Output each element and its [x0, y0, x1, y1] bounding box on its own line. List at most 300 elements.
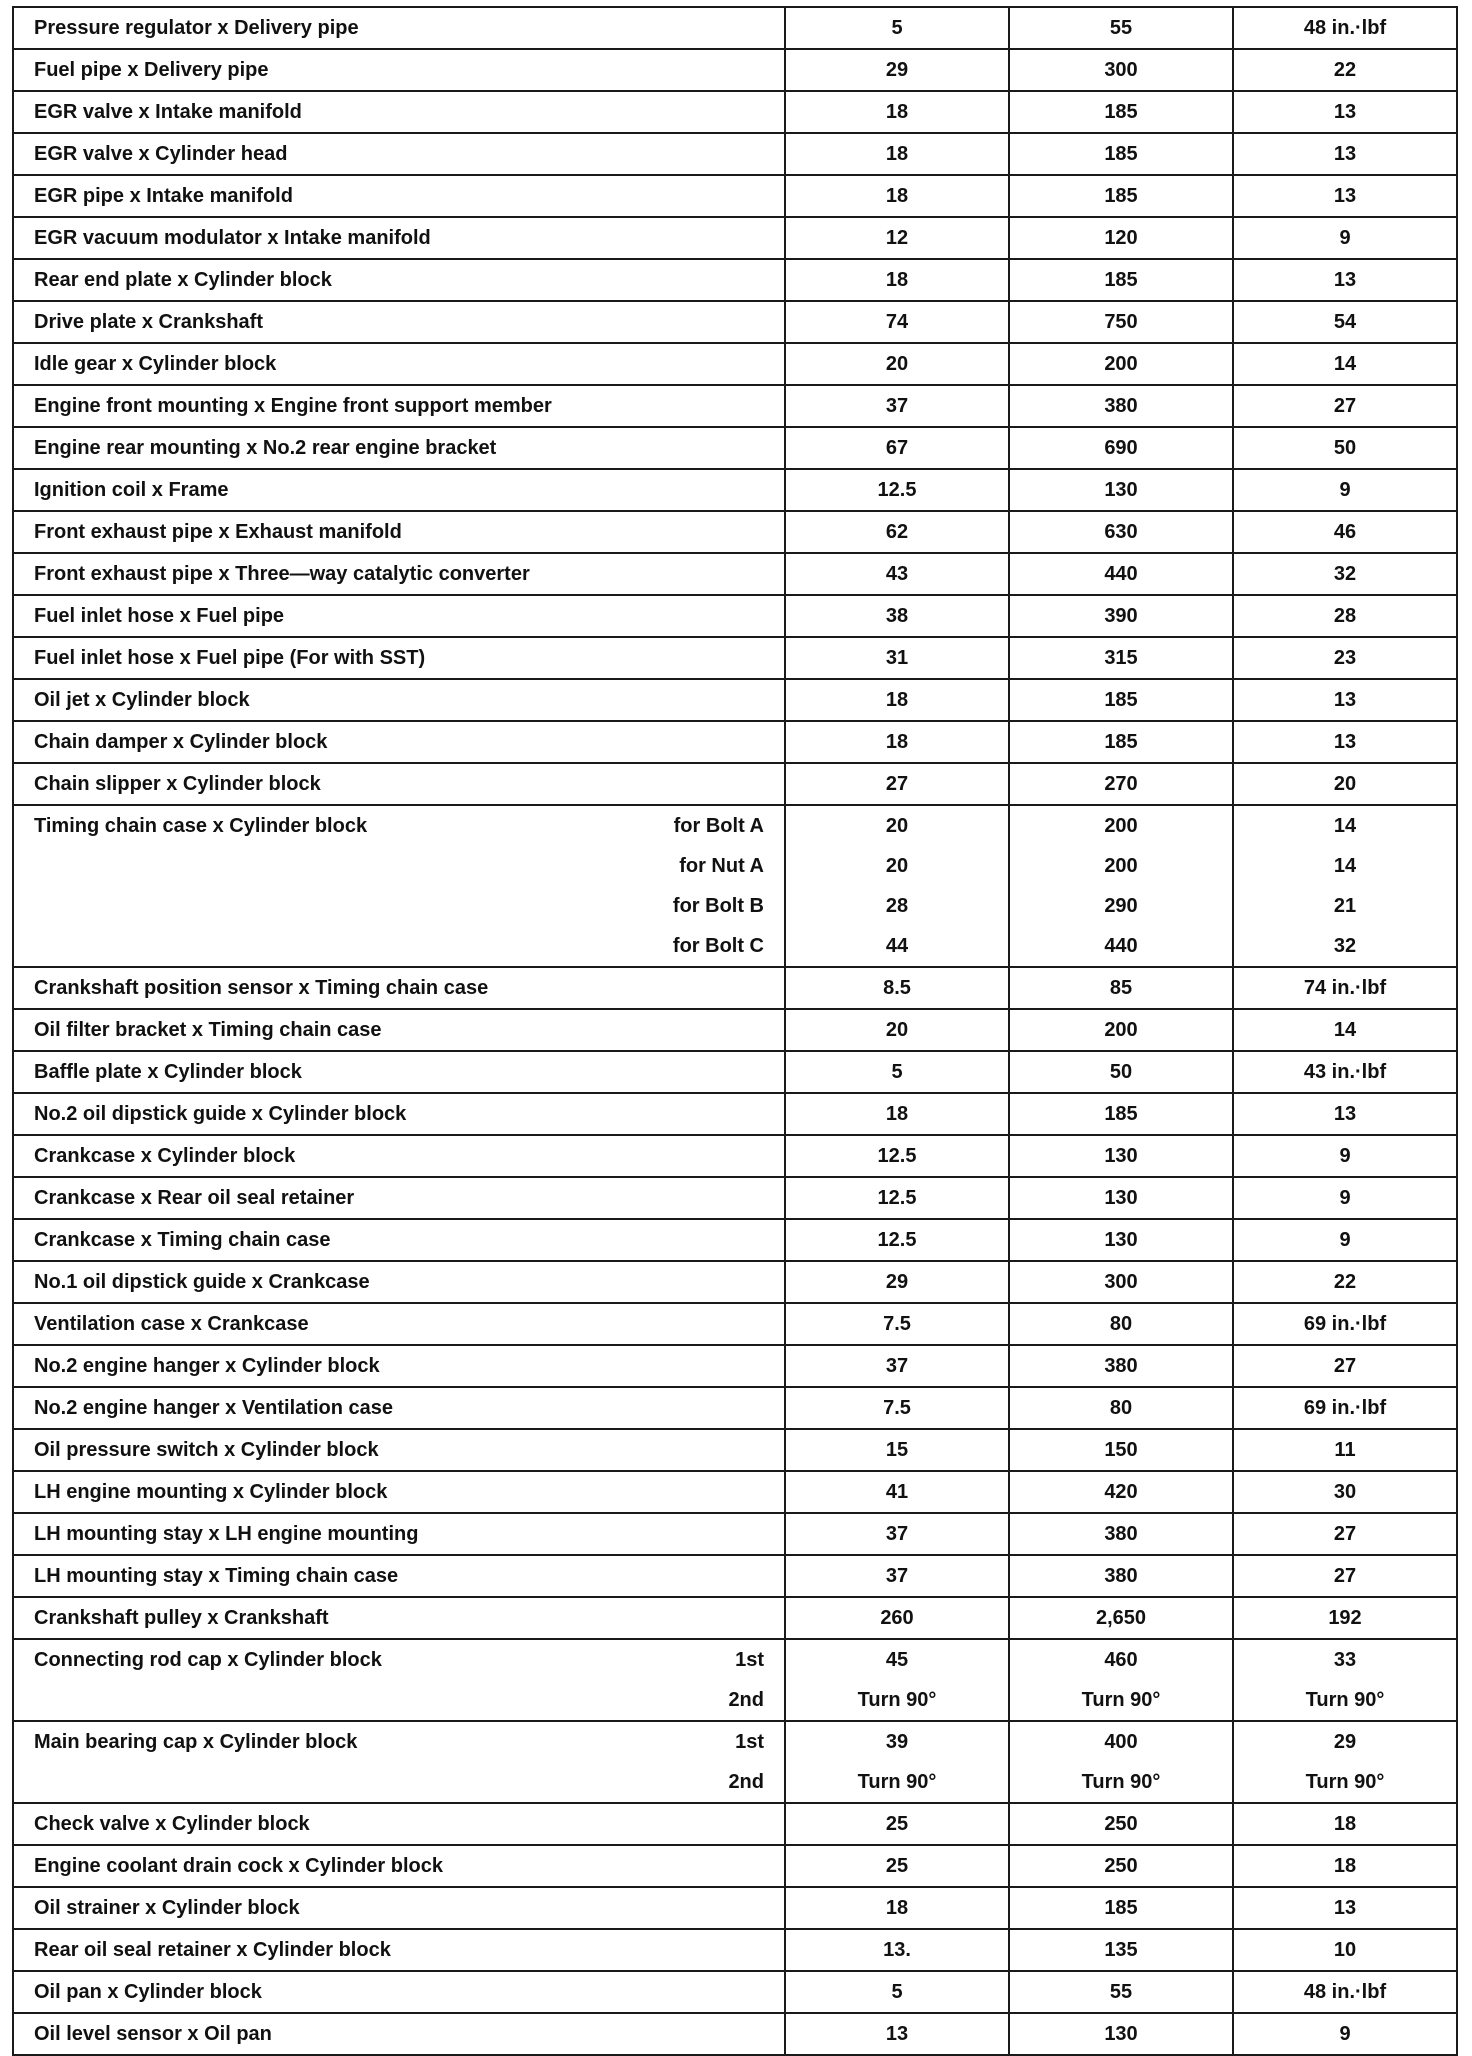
- part-name: Drive plate x Crankshaft: [34, 311, 263, 333]
- torque-nm-cell: [785, 1929, 1009, 1971]
- torque-ftlbf-cell: [1233, 967, 1457, 1009]
- torque-ftlbf: 33: [1333, 1649, 1357, 1671]
- part-line: [14, 1178, 784, 1218]
- torque-ftlbf-cell: [1233, 2013, 1457, 2055]
- torque-nm-cell: [785, 1261, 1009, 1303]
- part-line: [14, 50, 784, 90]
- torque-kgfcm: 250: [1104, 1813, 1138, 1835]
- torque-nm: 28: [885, 895, 909, 917]
- torque-kgfcm: 80: [1109, 1397, 1133, 1419]
- torque-nm-cell: [785, 595, 1009, 637]
- torque-nm: 18: [885, 731, 909, 753]
- torque-ftlbf: 20: [1333, 773, 1357, 795]
- part-line: [14, 302, 784, 342]
- table-row: [13, 469, 1457, 511]
- torque-kgfcm-cell: [1009, 385, 1233, 427]
- torque-ftlbf-cell: [1233, 175, 1457, 217]
- torque-ftlbf: 29: [1333, 1731, 1357, 1753]
- torque-kgfcm-cell: [1009, 511, 1233, 553]
- part-line: [14, 260, 784, 300]
- torque-kgfcm: 200: [1104, 855, 1138, 877]
- torque-nm: 18: [885, 1103, 909, 1125]
- part-cell: [13, 301, 785, 343]
- torque-nm-cell: [785, 343, 1009, 385]
- torque-ftlbf: 69 in.·lbf: [1303, 1397, 1387, 1419]
- torque-kgfcm-cell: [1009, 1887, 1233, 1929]
- part-line: [14, 92, 784, 132]
- torque-ftlbf: 23: [1333, 647, 1357, 669]
- table-row: [13, 49, 1457, 91]
- table-row: [13, 1009, 1457, 1051]
- torque-ftlbf-cell: [1233, 427, 1457, 469]
- part-cell: [13, 385, 785, 427]
- torque-nm: 25: [885, 1813, 909, 1835]
- table-row: [13, 1093, 1457, 1135]
- part-cell: [13, 1887, 785, 1929]
- torque-nm: 20: [885, 353, 909, 375]
- torque-kgfcm: 690: [1104, 437, 1138, 459]
- torque-nm: 37: [885, 1565, 909, 1587]
- torque-kgfcm-cell: [1009, 259, 1233, 301]
- torque-kgfcm: 750: [1104, 311, 1138, 333]
- torque-kgfcm-cell: [1009, 1429, 1233, 1471]
- torque-ftlbf: 54: [1333, 311, 1357, 333]
- part-name: Oil strainer x Cylinder block: [34, 1897, 300, 1919]
- torque-kgfcm: 440: [1104, 563, 1138, 585]
- part-line: [14, 1804, 784, 1844]
- torque-ftlbf: 13: [1333, 1103, 1357, 1125]
- part-name: Front exhaust pipe x Exhaust manifold: [34, 521, 402, 543]
- torque-kgfcm-cell: [1009, 637, 1233, 679]
- torque-kgfcm-cell: [1009, 1303, 1233, 1345]
- torque-kgfcm-cell: [1009, 763, 1233, 805]
- table-row: [13, 1803, 1457, 1845]
- torque-ftlbf: 9: [1339, 1187, 1351, 1209]
- table-row: [13, 7, 1457, 49]
- part-line: [14, 1136, 784, 1176]
- torque-ftlbf-cell: [1233, 1597, 1457, 1639]
- part-cell: [13, 1051, 785, 1093]
- torque-kgfcm-cell: [1009, 301, 1233, 343]
- torque-nm: 27: [885, 773, 909, 795]
- torque-nm-cell: [785, 637, 1009, 679]
- fastener-label: for Bolt B: [672, 895, 764, 917]
- torque-ftlbf-cell: [1233, 469, 1457, 511]
- torque-kgfcm: 440: [1104, 935, 1138, 957]
- torque-ftlbf: 22: [1333, 1271, 1357, 1293]
- torque-ftlbf: 9: [1339, 2023, 1351, 2045]
- part-cell: [13, 133, 785, 175]
- part-name: Rear end plate x Cylinder block: [34, 269, 332, 291]
- torque-ftlbf: 27: [1333, 395, 1357, 417]
- table-row: [13, 763, 1457, 805]
- torque-nm-cell: [785, 1051, 1009, 1093]
- part-cell: [13, 1009, 785, 1051]
- part-name: Oil level sensor x Oil pan: [34, 2023, 272, 2045]
- part-name: Check valve x Cylinder block: [34, 1813, 310, 1835]
- part-line: [14, 926, 784, 966]
- torque-kgfcm-cell: [1009, 967, 1233, 1009]
- part-name: Main bearing cap x Cylinder block: [34, 1731, 358, 1753]
- torque-nm: 31: [885, 647, 909, 669]
- part-cell: [13, 967, 785, 1009]
- table-row: [13, 1721, 1457, 1803]
- part-name: No.2 engine hanger x Ventilation case: [34, 1397, 393, 1419]
- torque-ftlbf: 18: [1333, 1855, 1357, 1877]
- part-cell: [13, 1177, 785, 1219]
- part-line: [14, 1680, 784, 1720]
- torque-kgfcm-cell: [1009, 217, 1233, 259]
- part-name: No.2 oil dipstick guide x Cylinder block: [34, 1103, 407, 1125]
- torque-kgfcm-cell: [1009, 805, 1233, 967]
- torque-ftlbf-cell: [1233, 1929, 1457, 1971]
- part-line: [14, 554, 784, 594]
- torque-kgfcm: 130: [1104, 2023, 1138, 2045]
- torque-nm-cell: [785, 1303, 1009, 1345]
- torque-kgfcm-cell: [1009, 1135, 1233, 1177]
- torque-nm-cell: [785, 1387, 1009, 1429]
- part-line: [14, 1010, 784, 1050]
- torque-ftlbf-cell: [1233, 1219, 1457, 1261]
- part-name: Fuel inlet hose x Fuel pipe: [34, 605, 285, 627]
- torque-nm: 15: [885, 1439, 909, 1461]
- torque-kgfcm: 185: [1104, 1103, 1138, 1125]
- torque-nm: 62: [885, 521, 909, 543]
- torque-ftlbf: 32: [1333, 563, 1357, 585]
- part-cell: [13, 1639, 785, 1721]
- torque-kgfcm: 185: [1104, 185, 1138, 207]
- part-line: [14, 2014, 784, 2054]
- part-cell: [13, 49, 785, 91]
- part-line: [14, 470, 784, 510]
- torque-ftlbf-cell: [1233, 1555, 1457, 1597]
- table-row: [13, 805, 1457, 967]
- torque-kgfcm: 380: [1104, 395, 1138, 417]
- torque-kgfcm: 200: [1104, 353, 1138, 375]
- torque-ftlbf-cell: [1233, 1009, 1457, 1051]
- part-line: [14, 806, 784, 846]
- table-row: [13, 427, 1457, 469]
- torque-ftlbf: 22: [1333, 59, 1357, 81]
- part-line: [14, 1052, 784, 1092]
- torque-ftlbf-cell: [1233, 217, 1457, 259]
- torque-kgfcm-cell: [1009, 1093, 1233, 1135]
- part-name: Connecting rod cap x Cylinder block: [34, 1649, 382, 1671]
- torque-ftlbf-cell: [1233, 1051, 1457, 1093]
- torque-nm-cell: [785, 679, 1009, 721]
- part-cell: [13, 1597, 785, 1639]
- torque-kgfcm-cell: [1009, 1513, 1233, 1555]
- torque-ftlbf-cell: [1233, 805, 1457, 967]
- part-name: Oil pressure switch x Cylinder block: [34, 1439, 379, 1461]
- torque-nm: 5: [891, 1061, 903, 1083]
- torque-kgfcm: 185: [1104, 143, 1138, 165]
- part-line: [14, 512, 784, 552]
- torque-ftlbf: 50: [1333, 437, 1357, 459]
- torque-kgfcm-cell: [1009, 1345, 1233, 1387]
- torque-kgfcm-cell: [1009, 1261, 1233, 1303]
- part-name: No.1 oil dipstick guide x Crankcase: [34, 1271, 370, 1293]
- torque-ftlbf: 13: [1333, 143, 1357, 165]
- table-row: [13, 1429, 1457, 1471]
- torque-nm: 37: [885, 395, 909, 417]
- part-name: Engine coolant drain cock x Cylinder block: [34, 1855, 443, 1877]
- part-cell: [13, 1387, 785, 1429]
- torque-nm-cell: [785, 2013, 1009, 2055]
- torque-kgfcm-cell: [1009, 133, 1233, 175]
- torque-nm: 25: [885, 1855, 909, 1877]
- table-row: [13, 967, 1457, 1009]
- part-cell: [13, 553, 785, 595]
- torque-ftlbf: 9: [1339, 479, 1351, 501]
- torque-nm-cell: [785, 1093, 1009, 1135]
- part-cell: [13, 1219, 785, 1261]
- torque-nm-cell: [785, 1971, 1009, 2013]
- part-name: Crankshaft pulley x Crankshaft: [34, 1607, 329, 1629]
- torque-ftlbf-cell: [1233, 1845, 1457, 1887]
- part-name: Crankcase x Timing chain case: [34, 1229, 331, 1251]
- torque-kgfcm: 2,650: [1095, 1607, 1147, 1629]
- part-cell: [13, 1261, 785, 1303]
- torque-ftlbf: 14: [1333, 855, 1357, 877]
- part-line: [14, 1930, 784, 1970]
- part-cell: [13, 217, 785, 259]
- part-name: Crankcase x Cylinder block: [34, 1145, 296, 1167]
- torque-nm: 20: [885, 815, 909, 837]
- torque-kgfcm-cell: [1009, 427, 1233, 469]
- torque-nm-cell: [785, 259, 1009, 301]
- torque-ftlbf-cell: [1233, 1177, 1457, 1219]
- torque-nm-cell: [785, 301, 1009, 343]
- part-cell: [13, 2013, 785, 2055]
- torque-table-body: [13, 7, 1457, 2055]
- torque-nm: 7.5: [883, 1313, 911, 1335]
- torque-ftlbf-cell: [1233, 1135, 1457, 1177]
- part-name: Chain damper x Cylinder block: [34, 731, 328, 753]
- torque-nm-cell: [785, 7, 1009, 49]
- torque-nm-cell: [785, 1803, 1009, 1845]
- torque-kgfcm-cell: [1009, 1051, 1233, 1093]
- part-name: LH mounting stay x Timing chain case: [34, 1565, 399, 1587]
- torque-nm: 5: [891, 1981, 903, 2003]
- table-row: [13, 1971, 1457, 2013]
- torque-nm-cell: [785, 1219, 1009, 1261]
- torque-ftlbf: 192: [1328, 1607, 1362, 1629]
- torque-nm-cell: [785, 49, 1009, 91]
- part-line: [14, 1262, 784, 1302]
- torque-kgfcm: 380: [1104, 1523, 1138, 1545]
- torque-nm-cell: [785, 721, 1009, 763]
- torque-nm-cell: [785, 763, 1009, 805]
- torque-nm-cell: [785, 1345, 1009, 1387]
- torque-nm: 12.5: [877, 479, 917, 501]
- part-cell: [13, 175, 785, 217]
- torque-kgfcm: Turn 90°: [1081, 1771, 1161, 1793]
- table-row: [13, 1887, 1457, 1929]
- torque-kgfcm: 315: [1104, 647, 1138, 669]
- torque-kgfcm-cell: [1009, 1803, 1233, 1845]
- torque-ftlbf-cell: [1233, 301, 1457, 343]
- torque-kgfcm: 185: [1104, 101, 1138, 123]
- torque-ftlbf: 13: [1333, 269, 1357, 291]
- part-cell: [13, 805, 785, 967]
- part-name: Engine rear mounting x No.2 rear engine bracket: [34, 437, 497, 459]
- part-cell: [13, 763, 785, 805]
- torque-kgfcm: 380: [1104, 1565, 1138, 1587]
- torque-nm: 39: [885, 1731, 909, 1753]
- torque-nm: 5: [891, 17, 903, 39]
- part-cell: [13, 1845, 785, 1887]
- torque-nm-cell: [785, 1429, 1009, 1471]
- torque-nm: 13.: [883, 1939, 911, 1961]
- torque-nm-cell: [785, 91, 1009, 133]
- torque-kgfcm-cell: [1009, 49, 1233, 91]
- torque-nm-cell: [785, 1513, 1009, 1555]
- torque-nm: 74: [885, 311, 909, 333]
- torque-nm: 20: [885, 1019, 909, 1041]
- torque-nm-cell: [785, 385, 1009, 427]
- torque-kgfcm: 250: [1104, 1855, 1138, 1877]
- table-row: [13, 1219, 1457, 1261]
- torque-kgfcm: 270: [1104, 773, 1138, 795]
- part-line: [14, 764, 784, 804]
- part-cell: [13, 1471, 785, 1513]
- torque-ftlbf-cell: [1233, 511, 1457, 553]
- torque-ftlbf: 14: [1333, 815, 1357, 837]
- part-line: [14, 428, 784, 468]
- torque-ftlbf: 30: [1333, 1481, 1357, 1503]
- torque-nm-cell: [785, 805, 1009, 967]
- table-row: [13, 1513, 1457, 1555]
- torque-kgfcm: 185: [1104, 1897, 1138, 1919]
- part-line: [14, 680, 784, 720]
- torque-kgfcm: Turn 90°: [1081, 1689, 1161, 1711]
- table-row: [13, 1051, 1457, 1093]
- torque-ftlbf-cell: [1233, 763, 1457, 805]
- torque-ftlbf-cell: [1233, 1093, 1457, 1135]
- part-name: Front exhaust pipe x Three—way catalytic converter: [34, 563, 530, 585]
- torque-kgfcm: 185: [1104, 689, 1138, 711]
- torque-kgfcm: 130: [1104, 1187, 1138, 1209]
- torque-kgfcm-cell: [1009, 1219, 1233, 1261]
- torque-ftlbf: 48 in.·lbf: [1303, 1981, 1387, 2003]
- table-row: [13, 721, 1457, 763]
- table-row: [13, 679, 1457, 721]
- fastener-label: for Bolt C: [672, 935, 764, 957]
- part-cell: [13, 1971, 785, 2013]
- part-name: No.2 engine hanger x Cylinder block: [34, 1355, 380, 1377]
- torque-nm-cell: [785, 1721, 1009, 1803]
- torque-nm: 18: [885, 101, 909, 123]
- table-row: [13, 301, 1457, 343]
- part-name: Fuel pipe x Delivery pipe: [34, 59, 269, 81]
- torque-ftlbf: 13: [1333, 101, 1357, 123]
- torque-nm-cell: [785, 175, 1009, 217]
- torque-nm-cell: [785, 511, 1009, 553]
- table-row: [13, 1555, 1457, 1597]
- fastener-label: 2nd: [728, 1689, 764, 1711]
- torque-ftlbf-cell: [1233, 7, 1457, 49]
- part-line: [14, 1640, 784, 1680]
- table-row: [13, 1261, 1457, 1303]
- part-name: Crankcase x Rear oil seal retainer: [34, 1187, 355, 1209]
- torque-kgfcm: 460: [1104, 1649, 1138, 1671]
- part-name: LH mounting stay x LH engine mounting: [34, 1523, 419, 1545]
- part-cell: [13, 1803, 785, 1845]
- torque-ftlbf-cell: [1233, 1387, 1457, 1429]
- torque-nm: 13: [885, 2023, 909, 2045]
- torque-ftlbf-cell: [1233, 385, 1457, 427]
- part-cell: [13, 427, 785, 469]
- torque-nm: 20: [885, 855, 909, 877]
- part-cell: [13, 1929, 785, 1971]
- part-cell: [13, 1555, 785, 1597]
- torque-kgfcm-cell: [1009, 1471, 1233, 1513]
- torque-kgfcm-cell: [1009, 1555, 1233, 1597]
- part-cell: [13, 637, 785, 679]
- torque-nm-cell: [785, 1177, 1009, 1219]
- part-cell: [13, 7, 785, 49]
- table-row: [13, 1929, 1457, 1971]
- torque-kgfcm: 150: [1104, 1439, 1138, 1461]
- torque-ftlbf: 28: [1333, 605, 1357, 627]
- torque-ftlbf: 9: [1339, 1145, 1351, 1167]
- torque-ftlbf: 18: [1333, 1813, 1357, 1835]
- torque-kgfcm: 400: [1104, 1731, 1138, 1753]
- table-row: [13, 91, 1457, 133]
- torque-ftlbf: Turn 90°: [1305, 1771, 1385, 1793]
- torque-kgfcm: 185: [1104, 269, 1138, 291]
- torque-ftlbf-cell: [1233, 1803, 1457, 1845]
- part-line: [14, 968, 784, 1008]
- torque-nm: 18: [885, 269, 909, 291]
- torque-nm: 44: [885, 935, 909, 957]
- part-cell: [13, 721, 785, 763]
- torque-kgfcm-cell: [1009, 7, 1233, 49]
- torque-nm: 41: [885, 1481, 909, 1503]
- torque-nm: 260: [880, 1607, 914, 1629]
- torque-nm: 12: [885, 227, 909, 249]
- torque-kgfcm: 55: [1109, 1981, 1133, 2003]
- torque-kgfcm: 200: [1104, 815, 1138, 837]
- part-name: LH engine mounting x Cylinder block: [34, 1481, 388, 1503]
- torque-ftlbf-cell: [1233, 91, 1457, 133]
- part-line: [14, 8, 784, 48]
- torque-kgfcm: 120: [1104, 227, 1138, 249]
- fastener-label: 2nd: [728, 1771, 764, 1793]
- part-line: [14, 1888, 784, 1928]
- part-cell: [13, 1303, 785, 1345]
- part-name: EGR valve x Cylinder head: [34, 143, 288, 165]
- torque-ftlbf-cell: [1233, 1429, 1457, 1471]
- torque-ftlbf: 21: [1333, 895, 1357, 917]
- torque-kgfcm: 85: [1109, 977, 1133, 999]
- torque-kgfcm: 135: [1104, 1939, 1138, 1961]
- torque-nm: 29: [885, 59, 909, 81]
- part-line: [14, 386, 784, 426]
- torque-ftlbf-cell: [1233, 1261, 1457, 1303]
- torque-kgfcm: 130: [1104, 1229, 1138, 1251]
- torque-nm-cell: [785, 1887, 1009, 1929]
- part-cell: [13, 343, 785, 385]
- fastener-label: 1st: [735, 1649, 764, 1671]
- torque-kgfcm-cell: [1009, 1639, 1233, 1721]
- part-name: Oil pan x Cylinder block: [34, 1981, 262, 2003]
- table-row: [13, 1387, 1457, 1429]
- part-cell: [13, 1135, 785, 1177]
- part-line: [14, 1846, 784, 1886]
- table-row: [13, 385, 1457, 427]
